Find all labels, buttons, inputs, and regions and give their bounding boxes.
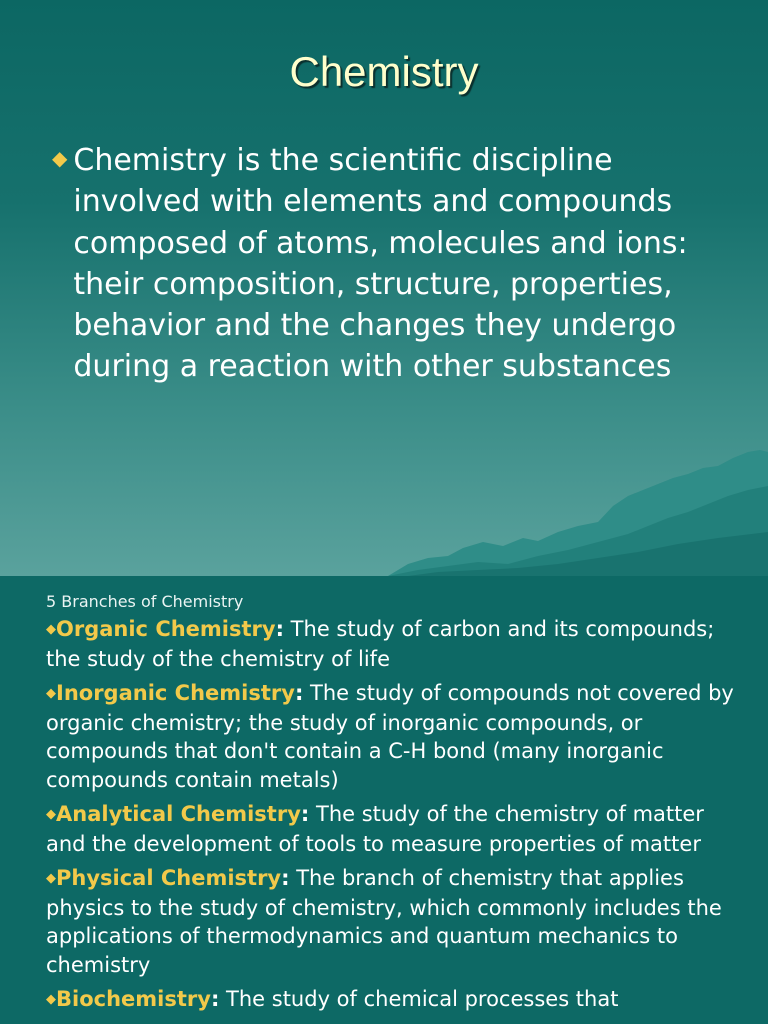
branch-description: The study of chemical processes that [219,987,619,1011]
diamond-bullet-icon: ◆ [46,622,56,637]
diamond-bullet-icon: ◆ [46,686,56,701]
branch-item: ◆Physical Chemistry: The branch of chemistry that applies physics to the study of chemistry, which commonly includes the applications of thermodynamics and quantum mechanics to chemistry [46,866,722,977]
branch-description: The study of compounds not covered by organic chemistry; the study of inorganic compounds, or compounds that don't contain a C-H bond (many inorganic compounds contain metals) [46,681,734,792]
branch-description: The study of the chemistry of matter and the development of tools to measure properties of matter [46,802,704,856]
diamond-bullet-icon: ◆ [46,992,56,1007]
branch-item: ◆Biochemistry: The study of chemical processes that [46,987,619,1011]
diamond-bullet-icon: ◆ [46,807,56,822]
branch-item: ◆Analytical Chemistry: The study of the chemistry of matter and the development of tools to measure properties of matter [46,802,704,856]
branches-list [46,615,768,1015]
branch-description: The branch of chemistry that applies physics to the study of chemistry, which commonly includes the applications of thermodynamics and quantum mechanics to chemistry [46,866,722,977]
branch-name: Physical Chemistry [56,866,282,890]
branch-name: Organic Chemistry [56,617,276,641]
branch-description: The study of carbon and its compounds; the study of the chemistry of life [46,617,715,671]
mountain-decoration [388,446,768,576]
branch-item: ◆Inorganic Chemistry: The study of compounds not covered by organic chemistry; the study of inorganic compounds, or compounds that don't contain a C-H bond (many inorganic compounds contain metals) [46,681,734,792]
diamond-bullet-icon: ◆ [46,871,56,886]
notes-heading: 5 Branches of Chemistry [46,592,244,611]
slide-bullet-text: Chemistry is the scientific discipline involved with elements and compounds composed of atoms, molecules and ions: their composition, structure, properties, behavior and the changes they undergo during a reaction with other substances [73,143,688,385]
branch-name: Biochemistry [56,987,211,1011]
branch-item: ◆Organic Chemistry: The study of carbon and its compounds; the study of the chemistry of life [46,617,715,671]
branch-name: Analytical Chemistry [56,802,301,826]
notes-section [0,576,768,1024]
slide-title: Chemistry [289,48,479,95]
diamond-bullet-icon: ◆ [52,146,68,170]
slide-bullet [52,140,742,388]
branch-name: Inorganic Chemistry [56,681,295,705]
